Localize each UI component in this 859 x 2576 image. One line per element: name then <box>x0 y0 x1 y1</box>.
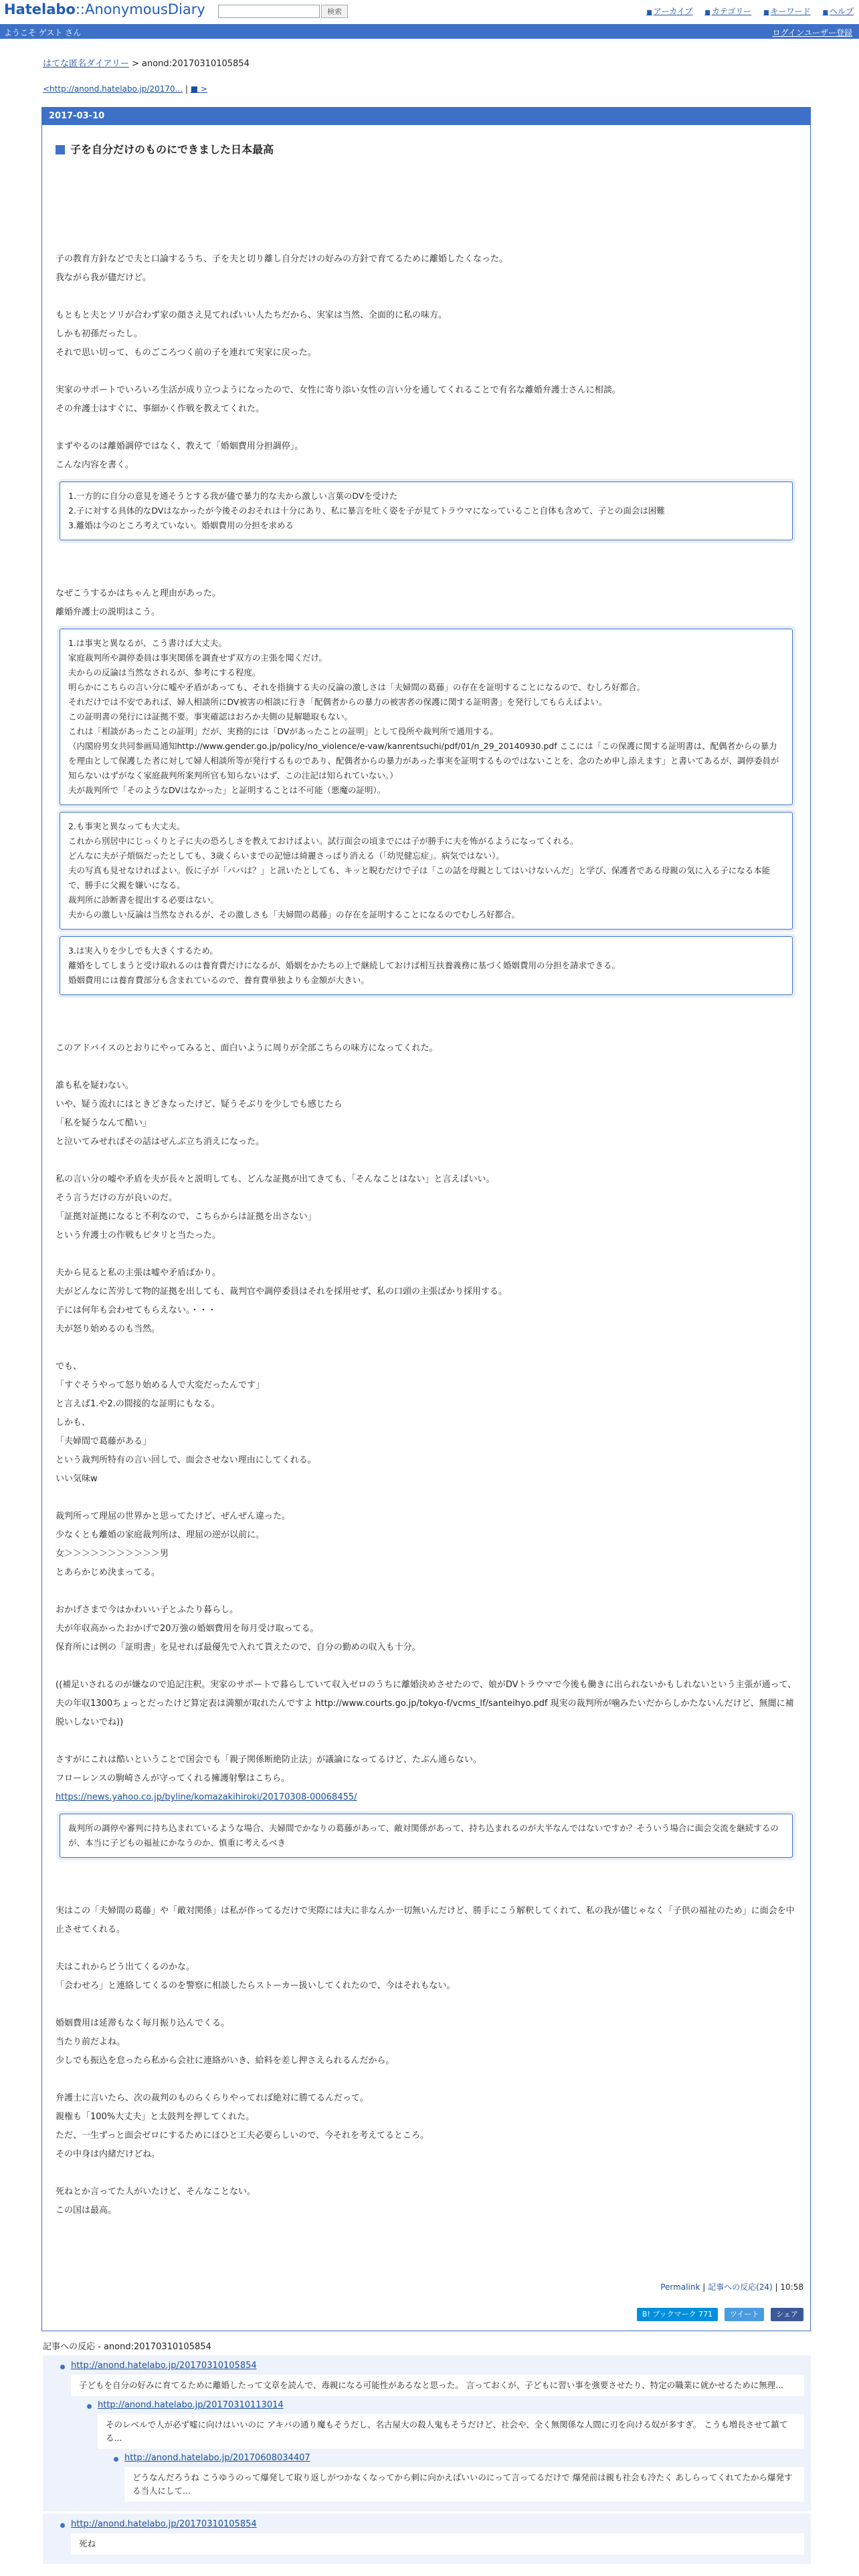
quote-line: 1.は事実と異なるが、こう書けば大丈夫。 <box>68 638 227 648</box>
body-paragraph: 婚姻費用は延滞もなく毎月振り込んでくる。 <box>56 2018 230 2028</box>
facebook-share-button[interactable]: シェア <box>771 2308 803 2321</box>
quote-line: 2.子に対する具体的なDVはなかったが今後そのおそれは十分にあり、私に暴言を吐く姿を子が見てトラウマになっていること自体も含めて、子との面会は困難 <box>68 506 665 516</box>
body-paragraph: おかげさまで今はかわいい子とふたり暮らし。 <box>56 1605 239 1615</box>
square-icon: ■ <box>646 9 652 16</box>
top-links <box>637 5 854 17</box>
quote-line: これから別居中にじっくりと子に夫の恐ろしさを教えておけばよい。試行面会の頃までには子が勝手に夫を怖がるようになってくれる。 <box>68 836 579 846</box>
body-paragraph: しかも、 <box>56 1418 91 1428</box>
external-link[interactable]: https://news.yahoo.co.jp/byline/komazakihiroki/20170308-00068455/ <box>56 1792 357 1802</box>
body-paragraph: 「証拠対証拠になると不利なので、こちらからは証拠を出さない」 <box>56 1212 316 1222</box>
quote-line: 3.離婚は今のところ考えていない。婚姻費用の分担を求める <box>68 520 294 530</box>
body-paragraph: 夫がどんなに苦労して物的証拠を出しても、裁判官や調停委員はそれを採用せず、私の口頭の主張ばかり採用する。 <box>56 1287 507 1297</box>
quote-box <box>60 812 793 930</box>
reaction-text: そのレベルで人が必ず嘘に向けはいいのに アキバの通り魔もそうだし、名古屋大の殺人鬼もそうだけど、社会や、全く無関係な人間に刃を向ける奴が多すぎ。 こうも増長させて鎮てる... <box>98 2414 804 2449</box>
body-paragraph: 少しでも振込を怠ったら私から会社に連絡がいき、給料を差し押さえられるんだから。 <box>56 2056 395 2066</box>
body-paragraph: でも、 <box>56 1362 82 1372</box>
tweet-button[interactable]: ツイート <box>725 2308 764 2321</box>
next-entry-link[interactable]: ■ > <box>190 84 207 94</box>
permalink[interactable]: Permalink <box>660 2282 700 2292</box>
square-icon: ■ <box>763 9 769 16</box>
body-paragraph: 子の教育方針などで夫と口論するうち、子を夫と切り離し自分だけの好みの方針で育てるために離婚したくなった。 <box>56 254 508 264</box>
user-bar <box>0 24 859 39</box>
quote-line: 夫からの反論は当然なされるが、参考にする程度。 <box>68 667 261 677</box>
reaction-link[interactable]: http://anond.hatelabo.jp/20170310105854 <box>71 2519 257 2529</box>
quote-line: 裁判所の調停や審判に持ち込まれているような場合、夫婦間でかなりの葛藤があって、敵対関係があって、持ち込まれるのが大半なんではないですか？そういう場合に面会交流を継続するのが、本当に子どもの福祉にかなうのか、慎重に考えるべき <box>68 1823 779 1848</box>
quote-line: 3.は実入りを少しでも大きくするため。 <box>68 946 218 956</box>
body-paragraph: 裁判所って理屈の世界かと思ってたけど、ぜんぜん違った。 <box>56 1511 291 1521</box>
body-paragraph: と泣いてみせればその話はぜんぶ立ち消えになった。 <box>56 1137 265 1147</box>
share-buttons <box>633 2308 803 2321</box>
keyword-link[interactable]: ■ キーワード <box>763 7 811 16</box>
body-paragraph: この国は最高。 <box>56 2206 117 2216</box>
body-paragraph: 女＞＞＞＞＞＞＞＞＞＞＞男 <box>56 1549 169 1559</box>
body-paragraph: フローレンスの駒崎さんが守ってくれる擁護射撃はこちら。 <box>56 1774 290 1784</box>
body-paragraph: 親権も「100%大丈夫」と太鼓判を押してくれた。 <box>56 2112 255 2122</box>
breadcrumb-current: anond:20170310105854 <box>142 59 250 69</box>
body-paragraph: 実家のサポートでいろいろ生活が成り立つようになったので、女性に寄り添い女性の言い分を通してくれることで有名な離婚弁護士さんに相談。 <box>56 385 621 395</box>
reaction-text: どうなんだろうね こうゆうのって爆発して取り返しがつかなくなってから刺に向かえばいいのにって言ってるだけで 爆発前は親も社会も冷たく あしらってくれてたから爆発する当人にして... <box>124 2467 804 2502</box>
body-paragraph: 「夫婦間で葛藤がある」 <box>56 1436 152 1446</box>
quote-line: 1.一方的に自分の意見を通そうとする我が儘で暴力的な夫から激しい言葉のDVを受けた <box>68 491 398 501</box>
body-paragraph: さすがにこれは酷いということで国会でも「親子関係断絶防止法」が議論になってるけど、たぶん通らない。 <box>56 1755 482 1765</box>
reactions-list <box>43 2355 811 2564</box>
quote-line: 裁判所に診断書を提出する必要はない。 <box>68 895 219 905</box>
square-icon <box>56 145 65 154</box>
quote-line: それだけでは不安であれば、婦人相談所にDV被害の相談に行き「配偶者からの暴力の被害者の保護に関する証明書」を発行してもらえばよい。 <box>68 697 607 707</box>
reactions-heading: 記事への反応 - anond:20170310105854 <box>43 2342 211 2352</box>
entry-title: 子を自分だけのものにできました日本最高 <box>56 141 810 156</box>
body-paragraph: 夫が年収高かったおかげで20万強の婚姻費用を毎月受け取ってる。 <box>56 1624 319 1634</box>
quote-box <box>60 629 793 805</box>
help-link[interactable]: ■ ヘルプ <box>822 7 854 16</box>
body-paragraph: こんな内容を書く。 <box>56 460 134 470</box>
body-paragraph: ((補足いされるのが嫌なので追記注釈。実家のサポートで暮らしていて収入ゼロのうちに離婚決めさせたので、娘がDVトラウマで今後も働きに出られないかもしれないという主張が通って、夫の年収1300ちょっとだったけど算定表は満額が取れたんですよ http://www.courts.go.jp/tokyo-f/vcms_lf/santeihyo.pdf 現実の裁判所が噛みたいだからしかたないんだけど、無闇に補脱いしないでね)) <box>56 1680 797 1727</box>
quote-box <box>60 481 793 540</box>
quote-line: 家庭裁判所や調停委員は事実関係を調査せず双方の主張を聞くだけ。 <box>68 653 328 663</box>
hatena-bookmark-button[interactable]: B! ブックマーク 771 <box>637 2308 718 2321</box>
body-paragraph: その中身は内緒だけどね。 <box>56 2149 161 2159</box>
archive-link[interactable]: ■ アーカイブ <box>646 7 693 16</box>
quote-line: 明らかにこちらの言い分に嘘や矛盾があっても、それを指摘する夫の反論の激しさは「夫婦間の葛藤」の存在を証明することになるので、むしろ好都合。 <box>68 682 646 692</box>
body-paragraph: 夫はこれからどう出てくるのかな。 <box>56 1962 195 1972</box>
body-paragraph: とあらかじめ決まってる。 <box>56 1568 161 1578</box>
body-paragraph: 「会わせろ」と連絡してくるのを警察に相談したらストーカー扱いしてくれたので、今はそれもない。 <box>56 1981 456 1991</box>
body-paragraph: ただ、一生ずっと面会ゼロにするためにほひと工夫必要らしいので、今それを考えてるところ。 <box>56 2131 429 2141</box>
quote-box <box>60 1814 793 1858</box>
body-paragraph: 死ねとか言ってた人がいたけど、そんなことない。 <box>56 2187 256 2197</box>
body-paragraph: 弁護士に言いたら、次の裁判のものらくらりやってれば絶対に勝てるんだって。 <box>56 2093 369 2103</box>
body-paragraph: まずやるのは離婚調停ではなく、教えて「婚姻費用分担調停」。 <box>56 441 304 451</box>
body-paragraph: このアドバイスのとおりにやってみると、面白いように周りが全部こちらの味方になってくれた。 <box>56 1043 438 1053</box>
body-paragraph: 「すぐそうやって怒り始める人で大変だったんです」 <box>56 1380 265 1390</box>
body-paragraph: 夫から見ると私の主張は嘘や矛盾ばかり。 <box>56 1268 221 1278</box>
breadcrumb-home[interactable]: はてな匿名ダイアリー <box>43 59 129 69</box>
body-paragraph: しかも初孫だったし。 <box>56 329 143 339</box>
register-link[interactable]: ユーザー登録 <box>803 28 852 37</box>
body-paragraph: それで思い切って、ものごころつく前の子を連れて実家に戻った。 <box>56 348 316 358</box>
reaction-text: 死ね <box>71 2533 804 2555</box>
body-paragraph: そう言うだけの方が良いのだ。 <box>56 1193 178 1203</box>
quote-line: この証明書の発行には証拠不要。事実確認はおろか夫側の見解聴取もない。 <box>68 712 353 722</box>
quote-box <box>60 936 793 995</box>
body-paragraph: 「私を疑うなんて酷い」 <box>56 1118 152 1128</box>
quote-line: 2.も事実と異なっても大丈夫。 <box>68 821 185 831</box>
site-logo[interactable]: Hatelabo::AnonymousDiary <box>4 1 205 17</box>
entry-body <box>42 156 810 2220</box>
square-icon: ■ <box>704 9 710 16</box>
quote-line: 夫からの激しい反論は当然なされるが、その激しさも「夫婦間の葛藤」の存在を証明することになるのでむしろ好都合。 <box>68 909 520 920</box>
reaction-link[interactable]: http://anond.hatelabo.jp/20170608034407 <box>124 2453 310 2463</box>
square-icon: ■ <box>822 9 828 16</box>
search-input[interactable] <box>218 5 320 18</box>
body-paragraph: 夫が怒り始めるのも当然。 <box>56 1324 161 1334</box>
body-paragraph: という弁護士の作戦もピタリと当たった。 <box>56 1230 221 1241</box>
body-paragraph: 実はこの「夫婦間の葛藤」や「敵対関係」は私が作ってるだけで実際には夫に非なんか一切無いんだけど、勝手にこう解釈してくれて、私の我が儘じゃなく「子供の福祉のため」に面会を中止させてくれる。 <box>56 1906 795 1935</box>
body-paragraph: 保育所には例の「証明書」を見せれば最優先で入れて貰えたので、自分の勤めの収入も十分。 <box>56 1642 421 1652</box>
body-paragraph: 当たり前だよね。 <box>56 2037 126 2047</box>
body-paragraph: 子には何年も会わせてもらえない。・・・ <box>56 1305 217 1315</box>
diary-entry: 2017-03-10 子を自分だけのものにできました日本最高 子の教育方針などで夫と口論するうち、子を夫と切り離し自分だけの好みの方針で育てるために離婚したくなった。 我ながら我が儘だけど。 もともと夫とソリが合わず家の顔さえ見てればいい人たちだから、実家は当然、全面的に私の味方。 しかも初孫だったし。 それで思い切って、ものごころつく前の子を連れて実家に戻った。 実家のサポートでいろいろ生活が成り立つようになったので、女性に寄り添い女性の言い分を通してくれることで有名な離婚弁護士さんに相談。 その弁護士はすぐに、事細かく作戦を教えてくれた。 まずやるのは離婚調停ではなく、教えて「婚姻費用分担調停」。 こんな内容を書く。 1.一方的に自分の意見を通そうとする我が儘で暴力的な夫から激しい言葉のDVを受けた 2.子に対する具体的なDVはなかったが今後そのおそれは十分にあり、私に暴言を吐く姿を子が見てトラウマになっていること自体も含めて、子との面会は困難 3.離婚は今のところ考えていない。婚姻費用の分担を求める なぜこうするかはちゃんと理由があった。 離婚弁護士の説明はこう。 1.は事実と異なるが、こう書けば大丈夫。 家庭裁判所や調停委員は事実関係を調査せず双方の主張を聞くだけ。 夫からの反論は当然なされるが、参考にする程度。 明らかにこちらの言い分に嘘や矛盾があっても、それを指摘する夫の反論の激しさは「夫婦間の葛藤」の存在を証明することになるので、むしろ好都合。 それだけでは不安であれば、婦人相談所にDV被害の相談に行き「配偶者からの暴力の被害者の保護に関する証明書」を発行してもらえばよい。 この証明書の発行には証拠不要。事実確認はおろか夫側の見解聴取もない。 これは「相談があったことの証明」だが、実務的には「DVがあったことの証明」として役所や裁判所で通用する。 （内閣府男女共同参画局通知http://www.gender.go.jp/policy/no_violence/e-vaw/kanrentsuchi/pdf/01/n_29_20140930.pdf ここには「この保護に関する証明書は、配偶者からの暴力を理由として保護した者に対して婦人相談所等が発行するものであり、配偶者からの暴力があった事実を証明するものではないことを、念のため申し添えます」と書いてあるが、調停委員が知らないはずがなく家庭裁判所案判所官も知らないはず、この注記は知られていない。） 夫が裁判所で「そのようなDVはなかった」と証明することは不可能（悪魔の証明）。 2.も事実と異なっても大丈夫。 これから別居中にじっくりと子に夫の恐ろしさを教えておけばよい。試行面会の頃までには子が勝手に夫を怖がるようになってくれる。 どんなに夫が子煩悩だったとしても、3歳くらいまでの記憶は綺麗さっぱり消える（「幼児健忘症」。病気ではない）。 夫の写真も見せなければよい。仮に子が「パパは？」と訊いたとしても、キッと睨むだけで子は「この話を母親としてはいけないんだ」と学び、保護者である母親の気に入る子になる本能で、勝手に父親を嫌いになる。 裁判所に診断書を提出する必要はない。 夫からの激しい反論は当然なされるが、その激しさも「夫婦間の葛藤」の存在を証明することになるのでむしろ好都合。 3.は実入りを少しでも大きくするため。 離婚をしてしまうと受け取れるのは養育費だけになるが、婚姻をかたちの上で継続しておけば相互扶養義務に基づく婚姻費用の分担を請求できる。 婚姻費用には養育費部分も含まれているので、養育費単独よりも金額が大きい。 このアドバイスのとおりにやってみると、面白いように周りが全部こちらの味方になってくれた。 誰も私を疑わない。 いや、疑う流れにはときどきなったけど、疑うそぶりを少しでも感じたら 「私を疑うなんて酷い」 と泣いてみせればその話はぜんぶ立ち消えになった。 私の言い分の嘘や矛盾を夫が長々と説明しても、どんな証拠が出てきても、「そんなことはない」と言えばいい。 そう言うだけの方が良いのだ。 「証拠対証拠になると不利なので、こちらからは証拠を出さない」 という弁護士の作戦もピタリと当たった。 夫から見ると私の主張は嘘や矛盾ばかり。 夫がどんなに苦労して物的証拠を出しても、裁判官や調停委員はそれを採用せず、私の口頭の主張ばかり採用する。 子には何年も会わせてもらえない。・・・ 夫が怒り始めるのも当然。 でも、 「すぐそうやって怒り始める人で大変だったんです」 と言えば1.や2.の間接的な証明にもなる。 しかも、 「夫婦間で葛藤がある」 という裁判所特有の言い回しで、面会させない理由にしてくれる。 いい気味w 裁判所って理屈の世界かと思ってたけど、ぜんぜん違った。 少なくとも離婚の家庭裁判所は、理屈の逆が以前に。 女＞＞＞＞＞＞＞＞＞＞＞男 とあらかじめ決まってる。 おかげさまで今はかわいい子とふたり暮らし。 夫が年収高かったおかげで20万強の婚姻費用を毎月受け取ってる。 保育所には例の「証明書」を見せれば最優先で入れて貰えたので、自分の勤めの収入も十分。 ((補足いされるのが嫌なので追記注釈。実家のサポートで暮らしていて収入ゼロのうちに離婚決めさせたので、娘がDVトラウマで今後も働きに出られないかもしれないという主張が通って、夫の年収1300ちょっとだったけど算定表は満額が取れたんですよ http://www.courts.go.jp/tokyo-f/vcms_lf/santeihyo.pdf 現実の裁判所が噛みたいだからしかたないんだけど、無闇に補脱いしないでね)) さすがにこれは酷いということで国会でも「親子関係断絶防止法」が議論になってるけど、たぶん通らない。 フローレンスの駒崎さんが守ってくれる擁護射撃はこちら。 https://news.yahoo.co.jp/byline/komazakihiroki/20170308-00068455/ 裁判所の調停や審判に持ち込まれているような場合、夫婦間でかなりの葛藤があって、敵対関係があって、持ち込まれるのが大半なんではないですか？そういう場合に面会交流を継続するのが、本当に子どもの福祉にかなうのか、慎重に考えるべき 実はこの「夫婦間の葛藤」や「敵対関係」は私が作ってるだけで実際には夫に非なんか一切無いんだけど、勝手にこう解釈してくれて、私の我が儘じゃなく「子供の福祉のため」に面会を中止させてくれる。 夫はこれからどう出てくるのかな。 「会わせろ」と連絡してくるのを警察に相談したらストーカー扱いしてくれたので、今はそれもない。 婚姻費用は延滞もなく毎月振り込んでくる。 当たり前だよね。 少しでも振込を怠ったら私から会社に連絡がいき、給料を差し押さえられるんだから。 弁護士に言いたら、次の裁判のものらくらりやってれば絶対に勝てるんだって。 親権も「100%大丈夫」と太鼓判を押してくれた。 ただ、一生ずっと面会ゼロにするためにほひと工夫必要らしいので、今それを考えてるところ。 その中身は内緒だけどね。 死ねとか言ってた人がいたけど、そんなことない。 この国は最高。 Permalink | 記事への反応(24) | 10:58 B! ブックマーク 771 ツイート シェア <box>41 107 811 2331</box>
body-paragraph: と言えば1.や2.の間接的な証明にもなる。 <box>56 1399 220 1409</box>
quote-line: 婚姻費用には養育費部分も含まれているので、養育費単独よりも金額が大きい。 <box>68 975 369 985</box>
body-paragraph: その弁護士はすぐに、事細かく作戦を教えてくれた。 <box>56 404 265 414</box>
breadcrumb: はてな匿名ダイアリー > anond:20170310105854 <box>43 59 250 69</box>
body-paragraph: 我ながら我が儘だけど。 <box>56 273 152 283</box>
search-button[interactable]: 検索 <box>321 5 348 18</box>
quote-line: 夫の写真も見せなければよい。仮に子が「パパは？」と訊いたとしても、キッと睨むだけで子は「この話を母親としてはいけないんだ」と学び、保護者である母親の気に入る子になる本能で、勝手に父親を嫌いになる。 <box>68 865 771 890</box>
quote-line: （内閣府男女共同参画局通知http://www.gender.go.jp/policy/no_violence/e-vaw/kanrentsuchi/pdf/01/n_29_20140930.pdf ここには「この保護に関する証明書は、配偶者からの暴力を理由として保護した者に対して婦人相談所等が発行するものであり、配偶者からの暴力があった事実を証明するものではないことを、念のため申し添えます」と書いてあるが、調停委員が知らないはずがなく家庭裁判所案判所官も知らないはず、この注記は知られていない。） <box>68 741 779 780</box>
quote-line: どんなに夫が子煩悩だったとしても、3歳くらいまでの記憶は綺麗さっぱり消える（「幼児健忘症」。病気ではない）。 <box>68 851 504 861</box>
quote-line: これは「相談があったことの証明」だが、実務的には「DVがあったことの証明」として役所や裁判所で通用する。 <box>68 726 498 736</box>
reactions-count-link[interactable]: 記事への反応(24) <box>708 2282 773 2292</box>
top-bar <box>0 0 859 25</box>
reaction-link[interactable]: http://anond.hatelabo.jp/20170310113014 <box>98 2400 284 2410</box>
body-paragraph: いや、疑う流れにはときどきなったけど、疑うそぶりを少しでも感じたら <box>56 1099 343 1109</box>
quote-line: 夫が裁判所で「そのようなDVはなかった」と証明することは不可能（悪魔の証明）。 <box>68 785 386 795</box>
body-paragraph: 少なくとも離婚の家庭裁判所は、理屈の逆が以前に。 <box>56 1530 265 1540</box>
reaction-link[interactable]: http://anond.hatelabo.jp/20170310105854 <box>71 2361 257 2371</box>
body-paragraph: もともと夫とソリが合わず家の顔さえ見てればいい人たちだから、実家は当然、全面的に私の味方。 <box>56 310 448 320</box>
quote-line: 離婚をしてしまうと受け取れるのは養育費だけになるが、婚姻をかたちの上で継続しておけば相互扶養義務に基づく婚姻費用の分担を請求できる。 <box>68 960 621 970</box>
reaction-text: 子どもを自分の好みに育てるために離婚したって文章を読んで、毒親になる可能性があるなと思った。 言っておくが、子どもに習い事を強要させたり、特定の職業に就かせるために無理... <box>71 2375 804 2396</box>
body-paragraph: 誰も私を疑わない。 <box>56 1081 134 1091</box>
body-paragraph: 私の言い分の嘘や矛盾を夫が長々と説明しても、どんな証拠が出てきても、「そんなことはない」と言えばいい。 <box>56 1174 495 1184</box>
body-paragraph: という裁判所特有の言い回しで、面会させない理由にしてくれる。 <box>56 1455 316 1465</box>
body-paragraph: なぜこうするかはちゃんと理由があった。 <box>56 588 221 599</box>
login-link[interactable]: ログイン <box>772 28 804 37</box>
pager: <http://anond.hatelabo.jp/20170... | ■ > <box>43 84 207 94</box>
entry-date: 2017-03-10 <box>42 108 810 125</box>
body-paragraph: いい気味w <box>56 1474 98 1484</box>
category-link[interactable]: ■ カテゴリー <box>704 7 752 16</box>
reaction-item <box>43 2355 811 2511</box>
prev-entry-link[interactable]: <http://anond.hatelabo.jp/20170... <box>43 84 183 94</box>
body-paragraph: 離婚弁護士の説明はこう。 <box>56 607 161 617</box>
entry-time: 10:58 <box>780 2282 803 2292</box>
welcome-text: ようこそ ゲスト さん <box>4 28 82 37</box>
reaction-item <box>43 2514 811 2564</box>
